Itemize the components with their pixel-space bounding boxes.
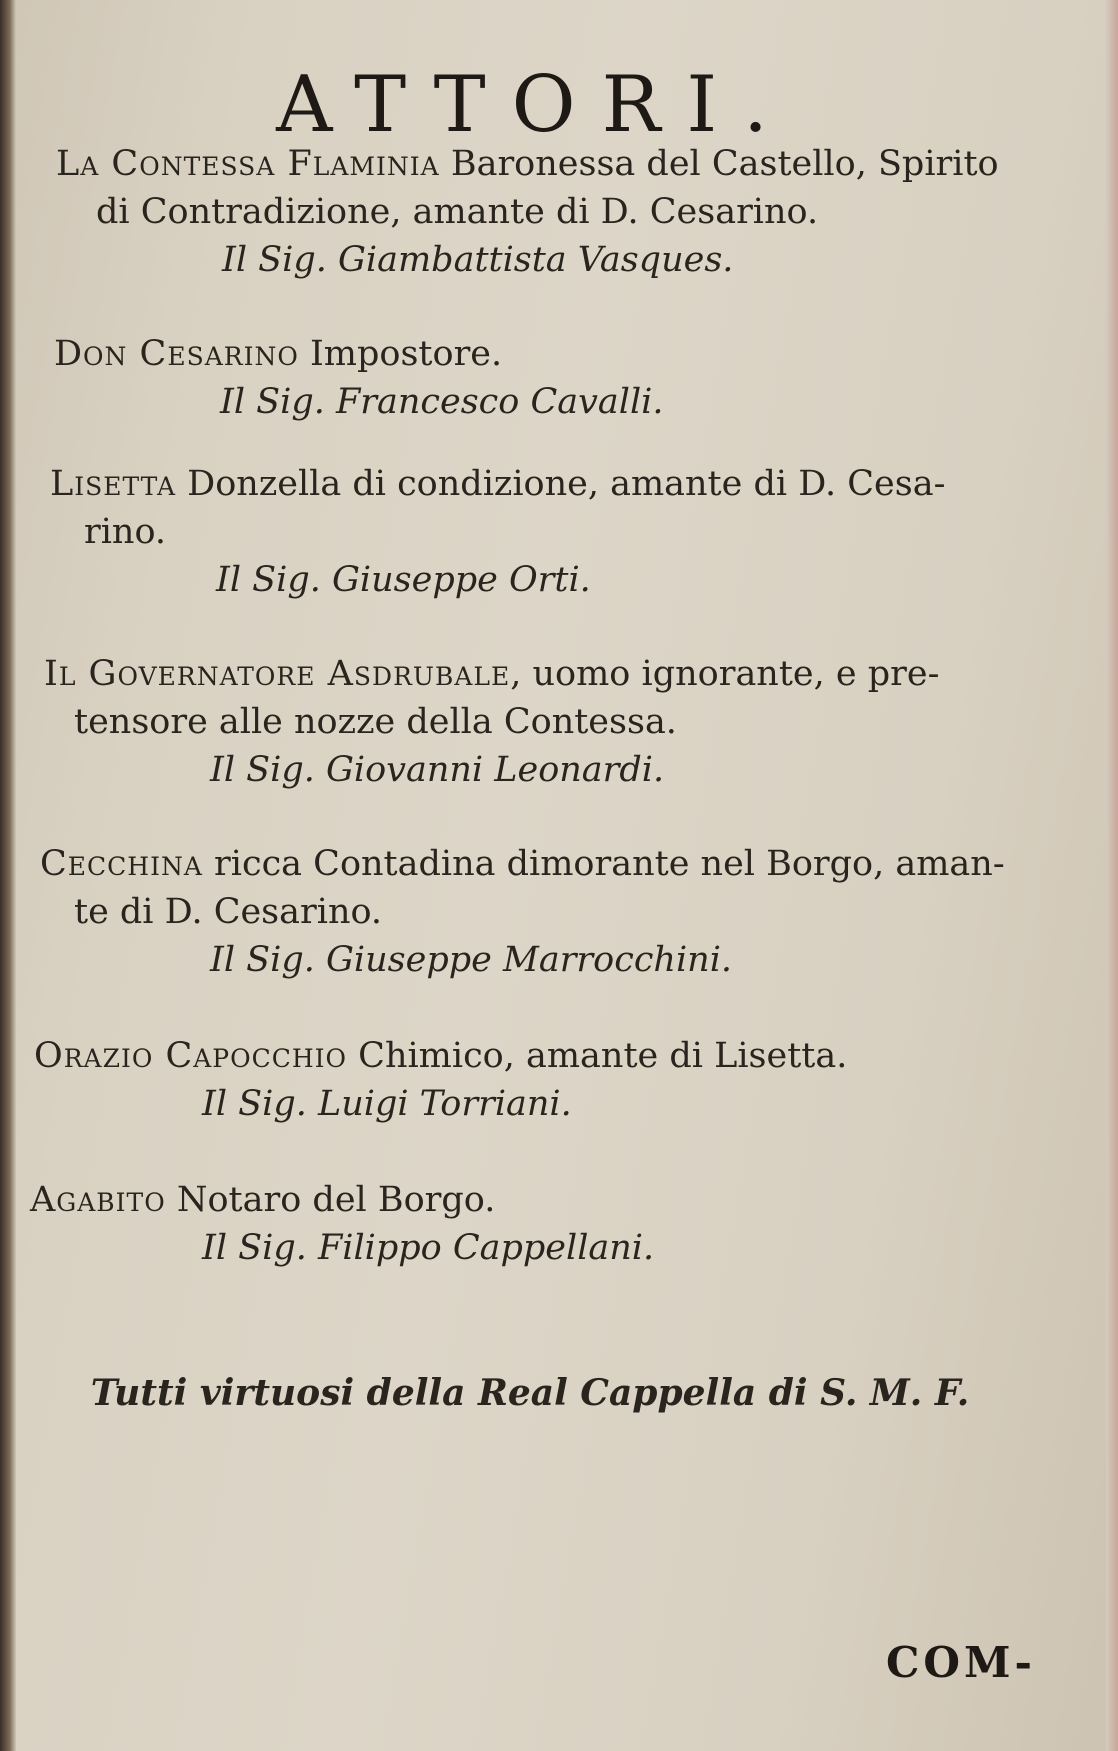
catchword: COM-: [886, 1638, 1036, 1687]
page-right-edge: [1106, 0, 1118, 1751]
cast-entry-line-2: tensore alle nozze della Contessa.: [74, 702, 677, 742]
role-description: , uomo ignorante, e pre-: [510, 654, 940, 694]
cast-entry-line-1: [44, 650, 1074, 698]
cast-entry-line-1: [40, 840, 1080, 888]
role-name: La Contessa Flaminia: [56, 144, 440, 184]
performer-name: Il Sig. Giuseppe Marrocchini.: [210, 940, 733, 980]
cast-entry-line-1: [30, 1176, 1070, 1224]
page-gutter-edge: [0, 0, 16, 1751]
footer-note: Tutti virtuosi della Real Cappella di S. M. F.: [90, 1372, 970, 1414]
cast-entry-line-2: di Contradizione, amante di D. Cesarino.: [96, 192, 819, 232]
role-description: Notaro del Borgo.: [176, 1180, 496, 1220]
role-name: Cecchina: [40, 844, 203, 884]
cast-entry-line-1: [54, 330, 1064, 378]
cast-entry-cecchina: [40, 840, 1080, 984]
role-description: Donzella di condizione, amante di D. Cesa-: [187, 464, 946, 504]
role-description: Impostore.: [309, 334, 503, 374]
role-name: Don Cesarino: [54, 334, 299, 374]
cast-entry-line-1: [56, 140, 1066, 188]
performer-name: Il Sig. Giambattista Vasques.: [222, 240, 734, 280]
cast-entry-line-2: rino.: [84, 512, 167, 552]
role-description: Baronessa del Castello, Spirito: [450, 144, 999, 184]
performer-name: Il Sig. Filippo Cappellani.: [202, 1228, 655, 1268]
role-name: Agabito: [30, 1180, 166, 1220]
cast-entry-governatore: [44, 650, 1074, 794]
performer-name: Il Sig. Francesco Cavalli.: [220, 382, 664, 422]
role-name: Orazio Capocchio: [34, 1036, 348, 1076]
cast-entry-line-2: te di D. Cesarino.: [74, 892, 383, 932]
cast-entry-cesarino: [54, 330, 1064, 426]
cast-entry-orazio: [34, 1032, 1074, 1128]
role-description: Chimico, amante di Lisetta.: [358, 1036, 848, 1076]
performer-name: Il Sig. Giovanni Leonardi.: [210, 750, 665, 790]
performer-name: Il Sig. Giuseppe Orti.: [216, 560, 591, 600]
cast-entry-contessa: [56, 140, 1066, 284]
performer-name: Il Sig. Luigi Torriani.: [202, 1084, 572, 1124]
role-name: Il Governatore Asdrubale: [44, 654, 511, 694]
role-name: Lisetta: [50, 464, 176, 504]
role-description: ricca Contadina dimorante nel Borgo, aman-: [214, 844, 1005, 884]
cast-entry-line-1: [34, 1032, 1074, 1080]
cast-entry-agabito: [30, 1176, 1070, 1272]
page-heading: ATTORI.: [276, 60, 794, 151]
cast-entry-line-1: [50, 460, 1070, 508]
cast-entry-lisetta: [50, 460, 1070, 604]
